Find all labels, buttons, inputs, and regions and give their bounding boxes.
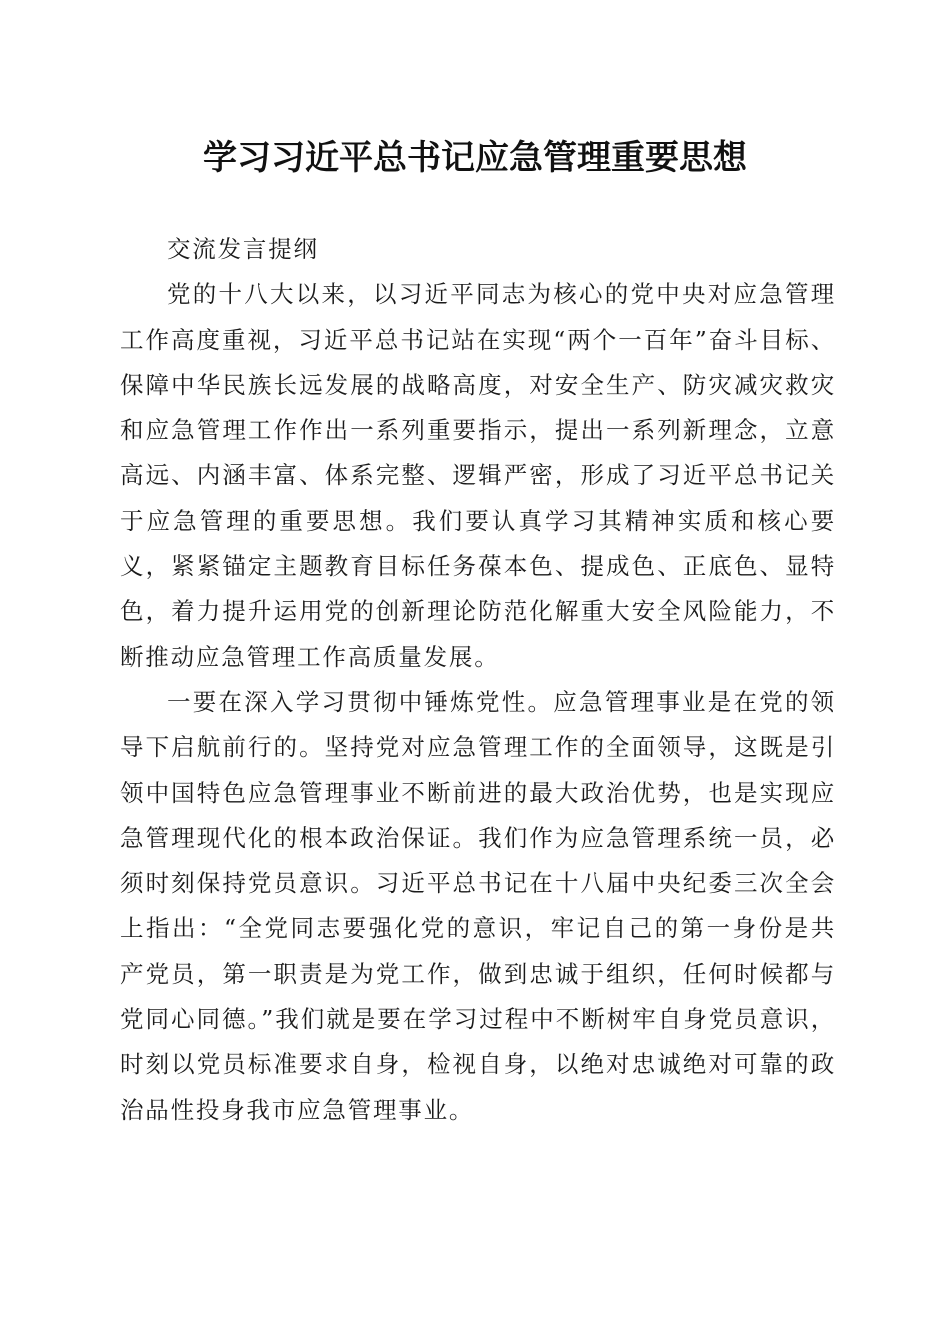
paragraph-point-one: 一要在深入学习贯彻中锤炼党性。应急管理事业是在党的领导下启航前行的。坚持党对应急管理工作的全面领导，这既是引领中国特色应急管理事业不断前进的最大政治优势，也是实现应急管理现代化的根本政治保证。我们作为应急管理系统一员，必须时刻保持党员意识。习近平总书记在十八届中央纪委三次全会上指出：“全党同志要强化党的意识，牢记自己的第一身份是共产党员，第一职责是为党工作，做到忠诚于组织，任何时候都与党同心同德。”我们就是要在学习过程中不断树牢自身党员意识，时刻以党员标准要求自身，检视自身，以绝对忠诚绝对可靠的政治品性投身我市应急管理事业。 xyxy=(120,687,836,1124)
paragraph-intro: 党的十八大以来，以习近平同志为核心的党中央对应急管理工作高度重视，习近平总书记站在实现“两个一百年”奋斗目标、保障中华民族长远发展的战略高度，对安全生产、防灾减灾救灾和应急管理工作作出一系列重要指示，提出一系列新理念，立意高远、内涵丰富、体系完整、逻辑严密，形成了习近平总书记关于应急管理的重要思想。我们要认真学习其精神实质和核心要义，紧紧锚定主题教育目标任务葆本色、提成色、正底色、显特色，着力提升运用党的创新理论防范化解重大安全风险能力，不断推动应急管理工作高质量发展。 xyxy=(120,280,836,671)
document-title: 学习习近平总书记应急管理重要思想 xyxy=(203,138,747,178)
document-body xyxy=(120,227,836,1133)
document-subtitle: 交流发言提纲 xyxy=(167,235,319,263)
